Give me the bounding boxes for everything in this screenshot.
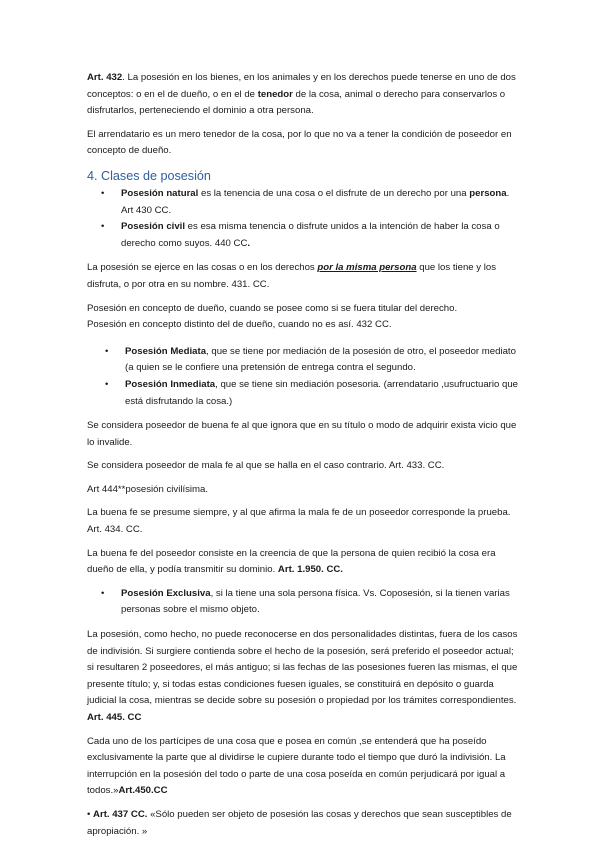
paragraph-art-450 — [87, 734, 519, 800]
text: de la cosa, animal o derecho para conservarlos o disfrutarlos, perteneciendo el dominio a otra persona. — [87, 88, 506, 117]
bold-term: persona — [469, 187, 507, 199]
bullet-icon: • — [101, 587, 105, 599]
text: Posesión en concepto distinto del de dueño, cuando no es así. 432 CC. — [87, 319, 392, 331]
mediata-list — [87, 344, 519, 410]
paragraph-arrendatario: El arrendatario es un mero tenedor de la cosa, por lo que no va a tener la condición de poseedor en concepto de dueño. — [87, 128, 512, 157]
section-heading: 4. Clases de posesión — [87, 168, 211, 183]
list-item — [87, 377, 519, 410]
paragraph-ejerce — [87, 260, 519, 293]
article-ref: Art. 445. CC — [87, 712, 142, 723]
text: es la tenencia de una cosa o el disfrute de un derecho por una — [198, 187, 470, 199]
text: . La posesión en los bienes, en los animales y en los derechos puede tenerse en uno de dos conceptos: o en el de dueño, o en el de — [87, 72, 516, 100]
article-ref: Art.450.CC — [118, 785, 168, 797]
article-ref: Art. 437 CC. — [93, 808, 148, 820]
text: . Art 430 CC. — [121, 187, 510, 216]
bold-term: Posesión natural — [121, 187, 199, 199]
text: La posesión, como hecho, no puede reconocerse en dos personalidades distintas, fuera de los casos de indivisión. Si surgiere contienda sobre el hecho de la posesión, será preferido el poseedor actual; si resultaren 2 poseedores, el más antiguo; si las fechas de las posesiones fueren las mismas, el que presente título; y, si todas estas condiciones fuesen iguales, se constituirá en depósito o guarda judicial la cosa, mientras se decide sobre su posesión o propiedad por los trámites correspondientes. — [87, 629, 518, 707]
bullet-icon: • — [101, 187, 105, 199]
list-item — [87, 344, 519, 377]
bullet-icon: • — [105, 378, 109, 390]
emphasized-term: por la misma persona — [317, 262, 417, 274]
bold-term: Posesión Mediata — [125, 345, 207, 357]
paragraph-buena-fe: Se considera poseedor de buena fe al que ignora que en su título o modo de adquirir exista vicio que lo invalide. — [87, 420, 517, 448]
paragraph-mala-fe: Se considera poseedor de mala fe al que se halla en el caso contrario. Art. 433. CC. — [87, 460, 445, 472]
list-item — [87, 586, 519, 619]
bold-term: Posesión Exclusiva — [121, 587, 211, 599]
bullet-icon: • — [101, 221, 105, 233]
text: es esa misma tenencia o disfrute unidos a la intención de haber la cosa o derecho como suyos. 440 CC — [121, 221, 500, 249]
text: La posesión se ejerce en las cosas o en los derechos — [87, 262, 318, 274]
text: , que se tiene sin mediación posesoria. (arrendatario ,usufructuario que está disfrutando la cosa.) — [125, 378, 519, 407]
article-ref: Art. 1.950. CC. — [277, 564, 343, 576]
paragraph-presume: La buena fe se presume siempre, y al que afirma la mala fe de un poseedor corresponde la prueba. Art. 434. CC. — [87, 507, 511, 536]
text: , que se tiene por mediación de la posesión de otro, el poseedor mediato (a quien se le confiere una pretensión de entrega contra el segundo. — [125, 345, 516, 374]
bullet-icon: • — [87, 808, 91, 820]
paragraph-art-445 — [87, 627, 519, 727]
list-item — [87, 186, 519, 219]
paragraph-art-437 — [87, 807, 519, 840]
exclusiva-list — [87, 586, 519, 619]
text: que los tiene y los disfruta, o por otra en su nombre. 431. CC. — [87, 262, 497, 290]
posesion-types-list — [87, 186, 519, 252]
text: Cada uno de los partícipes de una cosa que e posea en común ,se entenderá que ha poseído exclusivamente la parte que al dividirse le cupiere durante todo el tiempo que duró la indivisión. La interrupción en la posesión del todo o parte de una cosa poseída en común perjudicará por igual a todos.» — [87, 735, 506, 797]
list-item — [87, 219, 519, 252]
paragraph-art-444: Art 444**posesión civilísima. — [87, 483, 209, 495]
paragraph-creencia — [87, 546, 519, 579]
bullet-icon: • — [105, 345, 109, 357]
paragraph-concepto — [87, 301, 519, 334]
text: Posesión en concepto de dueño, cuando se posee como si se fuera titular del derecho. — [87, 302, 458, 314]
document-body — [87, 70, 519, 847]
bold-term: . — [247, 237, 251, 249]
bold-term: tenedor — [257, 88, 293, 100]
paragraph-art-432 — [87, 70, 519, 120]
article-ref: Art. 432 — [87, 72, 123, 83]
text: , si la tiene una sola persona física. Vs. Coposesión, si la tienen varias personas sobre el mismo objeto. — [121, 587, 510, 616]
bold-term: Posesión Inmediata — [125, 378, 216, 390]
text: «Sólo pueden ser objeto de posesión las cosas y derechos que sean susceptibles de apropiación. » — [87, 808, 512, 837]
text: La buena fe del poseedor consiste en la creencia de que la persona de quien recibió la cosa era dueño de ella, y podía transmitir su dominio. — [87, 547, 496, 576]
bold-term: Posesión civil — [121, 221, 185, 233]
